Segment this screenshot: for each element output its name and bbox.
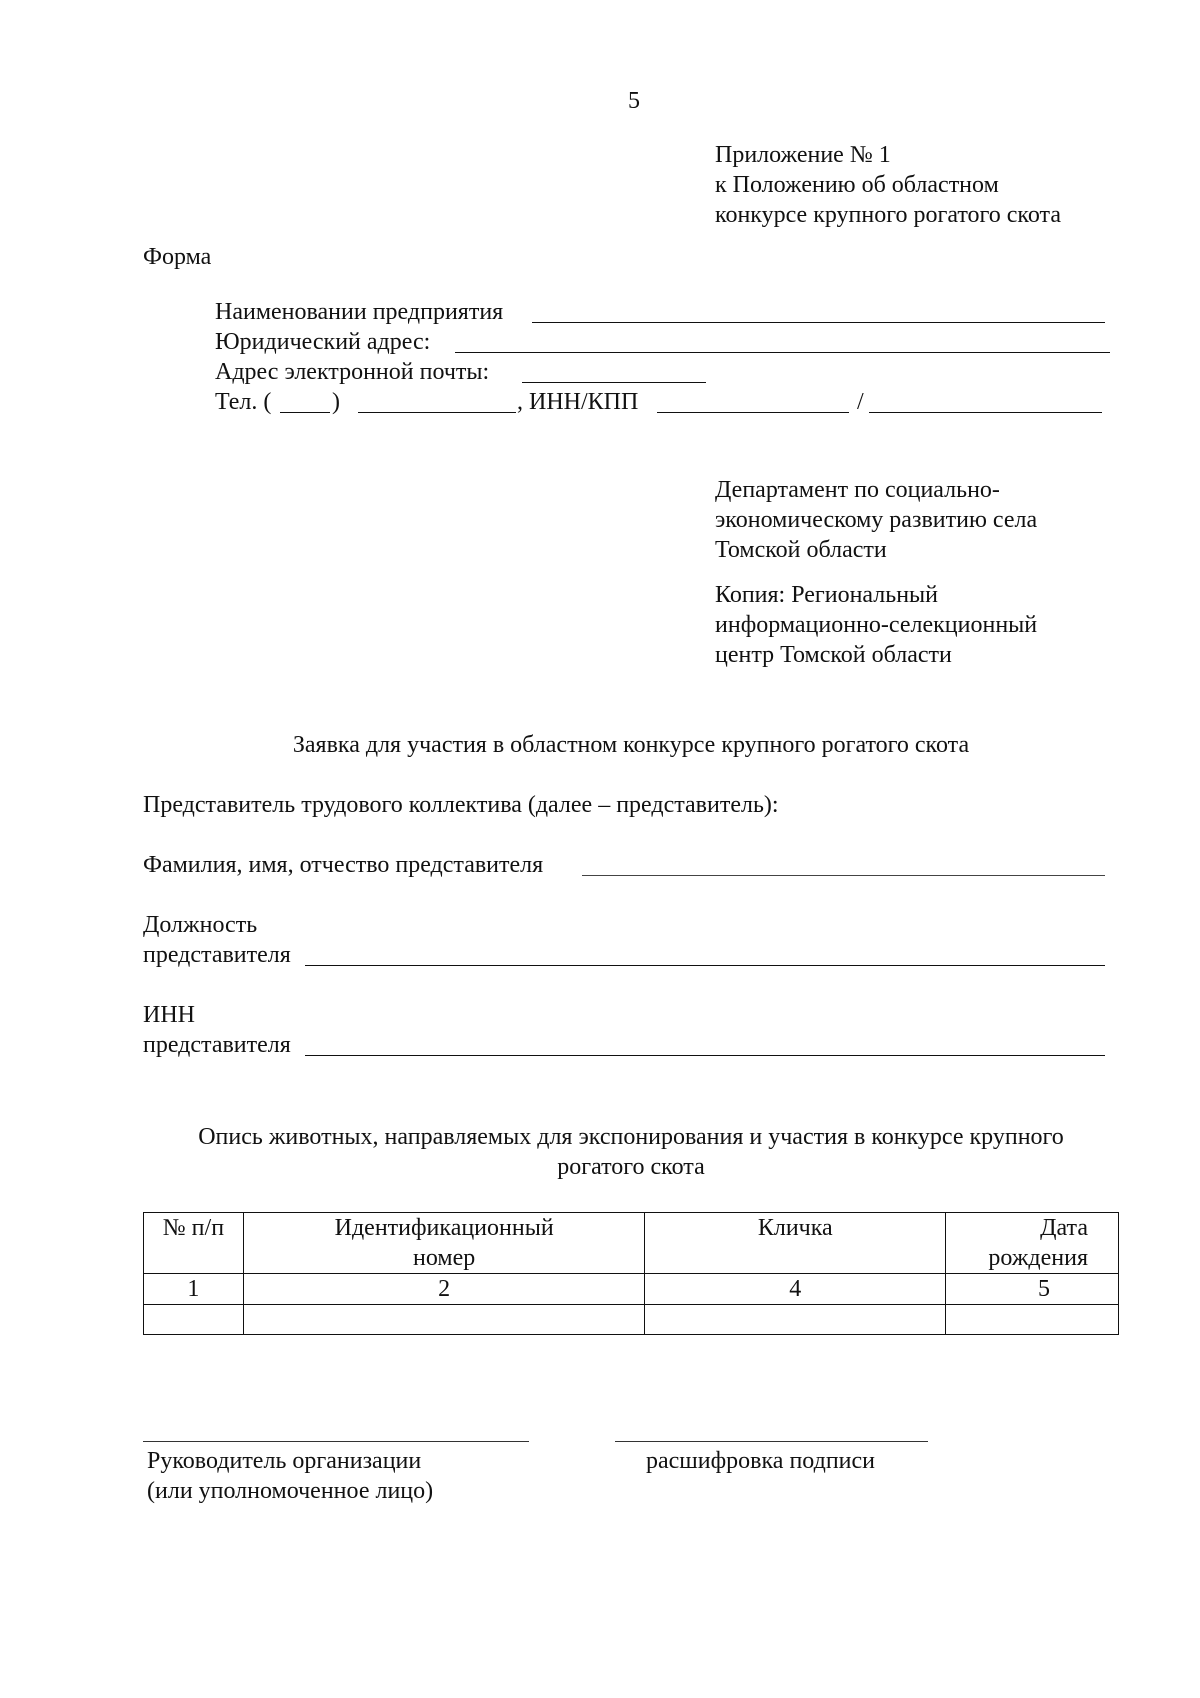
table-cell[interactable]: [645, 1305, 946, 1335]
table-cell: 5: [946, 1274, 1119, 1305]
kpp-field[interactable]: [869, 412, 1102, 413]
email-label: Адрес электронной почты:: [215, 359, 490, 385]
rep-inn-label-2: представителя: [143, 1032, 291, 1058]
legal-address-label: Юридический адрес:: [215, 329, 431, 355]
signature-left-line-2: (или уполномоченное лицо): [147, 1478, 434, 1504]
signature-decode-line[interactable]: [615, 1441, 928, 1442]
application-title: Заявка для участия в областном конкурсе крупного рогатого скота: [292, 732, 970, 758]
recipient-line-2: экономическому развитию села: [715, 507, 1038, 533]
company-name-label: Наименовании предприятия: [215, 299, 504, 325]
rep-position-label-2: представителя: [143, 942, 291, 968]
animals-table: [143, 1212, 1119, 1335]
legal-address-field[interactable]: [455, 352, 1110, 353]
appendix-line-2: к Положению об областном: [715, 172, 999, 198]
inventory-title-line-2: рогатого скота: [557, 1154, 705, 1180]
rep-position-field[interactable]: [305, 965, 1105, 966]
copy-line-2: информационно-селекционный: [715, 612, 1038, 638]
header-birthdate: Дата рождения: [946, 1213, 1119, 1274]
signature-left-line-1: Руководитель организации: [147, 1448, 422, 1474]
header-number: № п/п: [144, 1213, 244, 1274]
rep-fio-field[interactable]: [582, 875, 1105, 876]
phone-close-label: ): [332, 389, 340, 415]
recipient-line-1: Департамент по социально-: [715, 477, 1000, 503]
header-name: Кличка: [645, 1213, 946, 1274]
representative-heading: Представитель трудового коллектива (далее – представитель):: [143, 792, 779, 818]
email-field[interactable]: [522, 382, 706, 383]
appendix-line-1: Приложение № 1: [715, 142, 891, 168]
copy-line-1: Копия: Региональный: [715, 582, 939, 608]
rep-fio-label: Фамилия, имя, отчество представителя: [143, 852, 544, 878]
form-label: Форма: [143, 244, 212, 270]
table-row: [144, 1305, 1119, 1335]
phone-code-field[interactable]: [280, 412, 330, 413]
table-cell[interactable]: [243, 1305, 645, 1335]
rep-inn-label-1: ИНН: [143, 1002, 195, 1028]
slash-label: /: [857, 389, 864, 415]
inventory-title-line-1: Опись животных, направляемых для экспонирования и участия в конкурсе крупного: [198, 1124, 1064, 1150]
inn-kpp-label: , ИНН/КПП: [517, 389, 639, 415]
copy-line-3: центр Томской области: [715, 642, 952, 668]
table-row: [144, 1274, 1119, 1305]
table-cell: 4: [645, 1274, 946, 1305]
signature-right-label: расшифровка подписи: [646, 1448, 876, 1474]
recipient-line-3: Томской области: [715, 537, 887, 563]
inn-field[interactable]: [657, 412, 849, 413]
rep-position-label-1: Должность: [143, 912, 258, 938]
phone-number-field[interactable]: [358, 412, 516, 413]
page-number: 5: [628, 88, 640, 114]
table-cell: 1: [144, 1274, 244, 1305]
appendix-line-3: конкурсе крупного рогатого скота: [715, 202, 1061, 228]
table-cell[interactable]: [946, 1305, 1119, 1335]
signature-line[interactable]: [143, 1441, 529, 1442]
rep-inn-field[interactable]: [305, 1055, 1105, 1056]
company-name-field[interactable]: [532, 322, 1105, 323]
table-cell: 2: [243, 1274, 645, 1305]
table-header-row: [144, 1213, 1119, 1274]
header-id: Идентификационный номер: [243, 1213, 645, 1274]
phone-open-label: Тел. (: [215, 389, 272, 415]
table-cell[interactable]: [144, 1305, 244, 1335]
